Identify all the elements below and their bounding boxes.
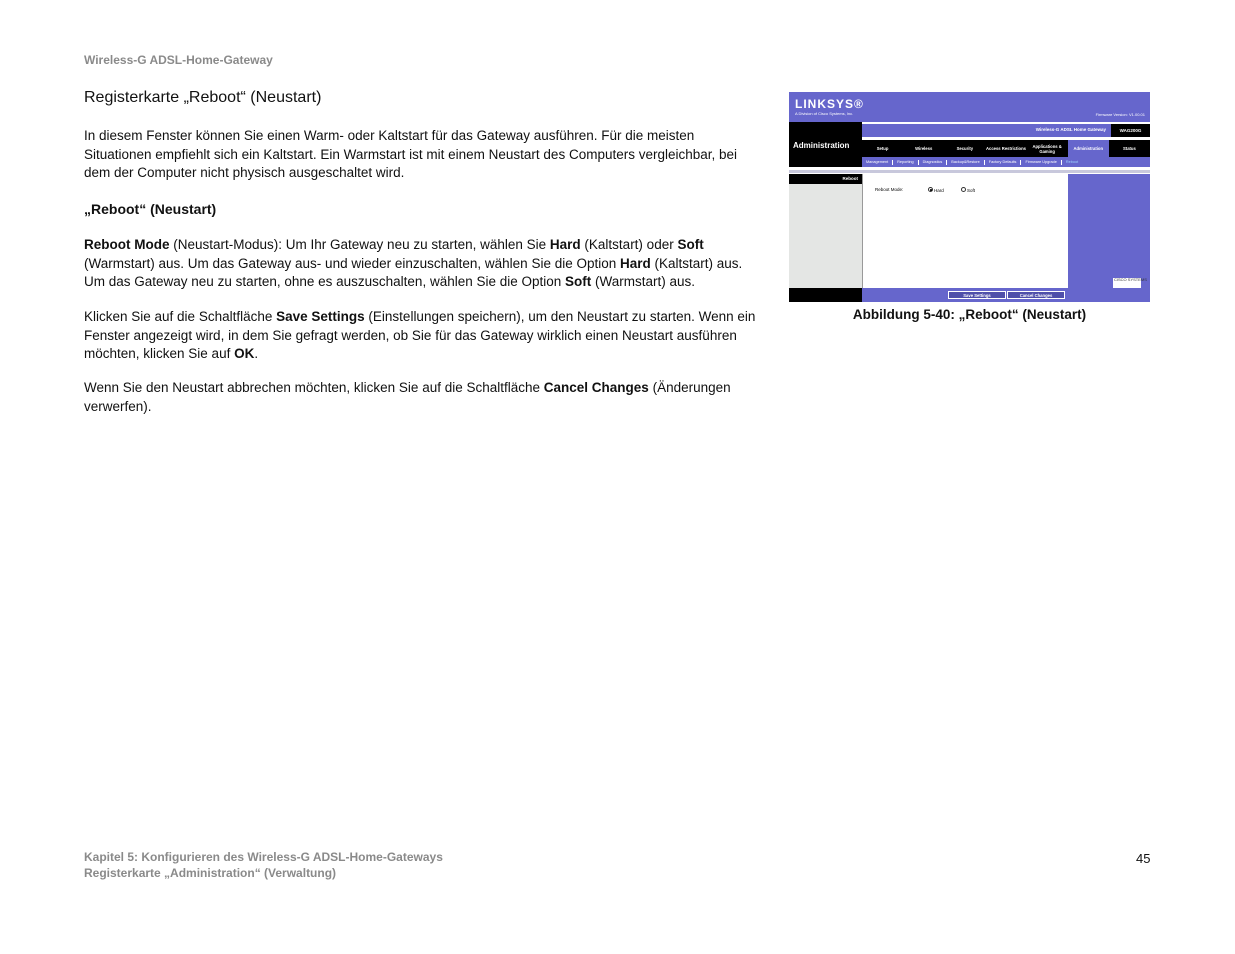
text: (Kaltstart) aus. Um das Gateway neu zu starten, ohne es auszuschalten, wählen Sie die Option [84, 255, 743, 289]
text: (Kaltstart) oder [580, 237, 678, 252]
side-heading: Reboot [842, 176, 858, 181]
logo-subtitle: A Division of Cisco Systems, Inc. [795, 111, 854, 116]
reboot-mode-paragraph [84, 236, 760, 292]
save-settings-paragraph [84, 308, 760, 364]
router-screenshot [789, 92, 1150, 302]
page-label: Administration [793, 141, 850, 150]
intro-paragraph: In diesem Fenster können Sie einen Warm- oder Kaltstart für das Gateway ausführen. Für die meisten Situationen empfiehlt sich ein Kaltstart. Ein Warmstart ist mit einem Neustart des Computers vergleichbar, bei dem der Computer nicht physisch ausgeschaltet wird. [84, 128, 738, 180]
text: (Einstellungen speichern), um den Neustart zu starten. Wenn ein Fenster angezeigt wird, in dem Sie gefragt werden, ob Sie für das Gateway wirklich einen Neustart ausführen möchten, klicken Sie auf [84, 309, 756, 361]
term: Hard [549, 237, 581, 252]
term: Soft [677, 237, 704, 252]
text: . [254, 346, 259, 361]
right-panel [1068, 174, 1150, 288]
firmware-version: Firmware Version: V1.00.01 [1095, 112, 1145, 117]
figure-caption: Abbildung 5-40: „Reboot“ (Neustart) [852, 307, 1087, 322]
footer-bar [862, 288, 1150, 302]
footer-chapter: Kapitel 5: Konfigurieren des Wireless-G ADSL-Home-Gateways [84, 850, 443, 864]
save-settings-button[interactable]: Save Settings [948, 291, 1006, 299]
term: Save Settings [276, 309, 365, 324]
tab-access-restrictions[interactable]: Access Restrictions [985, 146, 1027, 151]
text: (Neustart-Modus): Um Ihr Gateway neu zu starten, wählen Sie [169, 237, 550, 252]
term: OK [234, 346, 255, 361]
radio-hard-label: Hard [934, 188, 944, 193]
tab-wireless[interactable]: Wireless [915, 146, 933, 151]
side-panel [789, 184, 862, 288]
product-name: Wireless-G ADSL Home Gateway [1035, 127, 1106, 132]
footer-section: Registerkarte „Administration“ (Verwaltung) [84, 866, 337, 880]
tab-security[interactable]: Security [956, 146, 974, 151]
subtab-firmware-upgrade[interactable]: Firmware Upgrade [1021, 160, 1061, 165]
text: (Warmstart) aus. Um das Gateway aus- und wieder einzuschalten, wählen Sie die Option [84, 255, 620, 271]
text: (Änderungen verwerfen). [84, 380, 731, 414]
term: Hard [620, 255, 651, 271]
tab-administration[interactable]: Administration [1068, 140, 1109, 157]
tab-status[interactable]: Status [1123, 146, 1136, 151]
main-tabs [862, 140, 1150, 157]
divider-stripe [789, 170, 1150, 173]
text: (Warmstart) aus. [591, 274, 696, 289]
model-number: WAG200G [1111, 124, 1150, 137]
subtab-management[interactable]: Management [862, 160, 893, 165]
term: Reboot Mode [84, 237, 170, 252]
cancel-changes-paragraph [84, 379, 760, 416]
subtab-diagnostics[interactable]: Diagnostics [919, 160, 948, 165]
page-number: 45 [1136, 851, 1151, 866]
radio-soft[interactable] [961, 187, 966, 192]
term: Cancel Changes [543, 380, 649, 395]
linksys-logo: LINKSYS® [795, 97, 864, 111]
running-header: Wireless-G ADSL-Home-Gateway [84, 53, 273, 67]
subtab-reporting[interactable]: Reporting [893, 160, 918, 165]
section-title: Registerkarte „Reboot“ (Neustart) [84, 89, 322, 106]
term: Soft [565, 274, 592, 289]
tab-setup[interactable]: Setup [876, 146, 889, 151]
reboot-mode-label: Reboot Mode: [875, 187, 904, 192]
cisco-brand: CISCO SYSTEMS [1114, 277, 1147, 282]
radio-hard[interactable] [928, 187, 933, 192]
tab-applications-gaming[interactable]: Applications & Gaming [1032, 143, 1062, 154]
cancel-changes-button[interactable]: Cancel Changes [1007, 291, 1065, 299]
sub-tabs [862, 157, 1150, 167]
footer-left [789, 288, 862, 302]
radio-soft-label: Soft [967, 188, 976, 193]
subtab-factory-defaults[interactable]: Factory Defaults [985, 160, 1022, 165]
text: Wenn Sie den Neustart abbrechen möchten, klicken Sie auf die Schaltfläche [84, 380, 544, 395]
subtab-backup-restore[interactable]: Backup&Restore [947, 160, 985, 165]
text: Klicken Sie auf die Schaltfläche [84, 309, 277, 324]
subheading: „Reboot“ (Neustart) [84, 201, 217, 217]
subtab-reboot[interactable]: Reboot [1065, 159, 1079, 164]
